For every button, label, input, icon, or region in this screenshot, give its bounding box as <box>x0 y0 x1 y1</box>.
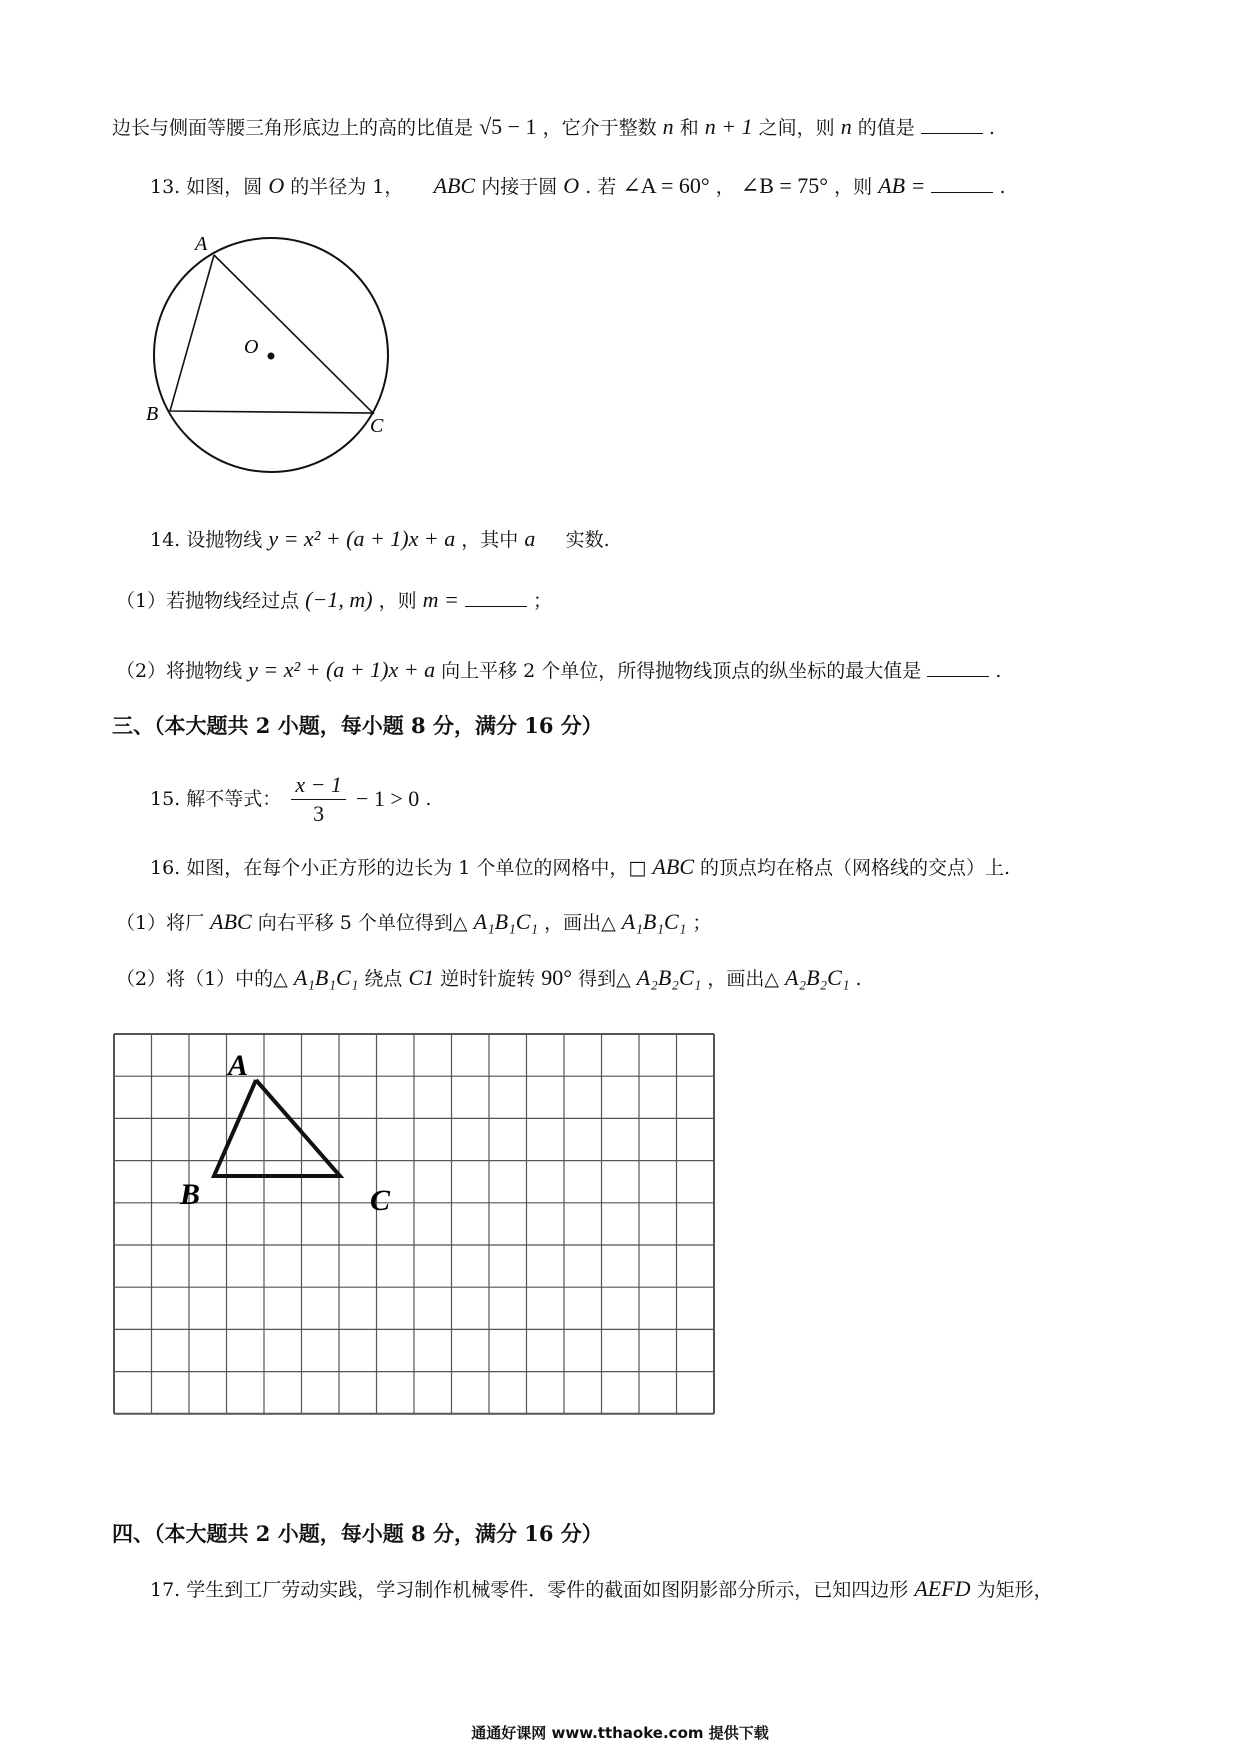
q12-sqrt-expr: √5 − 1 <box>479 114 537 139</box>
grid-lines <box>114 1034 714 1414</box>
q14-line: 14. 设抛物线 y = x² + (a + 1)x + a ，其中 a 实数. <box>150 526 610 551</box>
answer-blank <box>921 115 983 134</box>
q16-part1-line: （1）将厂 ABC 向右平移 5 个单位得到△ A₁B₁C₁ ，画出△ A₁B₁C₁ ； <box>116 909 712 934</box>
triangle-abc <box>214 1080 340 1176</box>
q13-circle-figure <box>140 225 400 475</box>
q13-line: 13. 如图，圆 O 的半径为 1， ABC 内接于圆 O . 若 ∠A = 60° ， ∠B = 75° ，则 AB = . <box>150 173 1006 198</box>
q16-grid-figure <box>110 1030 810 1480</box>
label-o: O <box>244 336 259 358</box>
q15-line: 15. 解不等式： $\frac{x - 1}{3}$ − 1 > 0 . <box>150 771 432 826</box>
answer-blank <box>927 658 989 677</box>
fraction: $\frac{x - 1}{3}$ <box>291 771 346 828</box>
triangle-abc <box>170 255 373 413</box>
q16-part2-line: （2）将（1）中的△ A₁B₁C₁ 绕点 C1 逆时针旋转 90° 得到△ A₂B₂C₁ ，画出△ A₂B₂C₁ . <box>116 965 862 990</box>
q12-tail-line: 边长与侧面等腰三角形底边上的高的比值是 √5 − 1 ，它介于整数 n 和 n + 1 之间，则 n 的值是 . <box>112 114 995 139</box>
section-3-heading: 三、（本大题共 2 小题，每小题 8 分，满分 16 分） <box>112 713 603 738</box>
grid-label-b: B <box>180 1178 201 1211</box>
q14-part1-line: （1）若抛物线经过点 (−1, m) ，则 m = ； <box>116 587 552 612</box>
answer-blank <box>465 588 527 607</box>
section-4-heading: 四、（本大题共 2 小题，每小题 8 分，满分 16 分） <box>112 1521 603 1546</box>
label-b: B <box>146 403 159 425</box>
grid-label-a: A <box>228 1049 249 1082</box>
label-a: A <box>195 233 208 255</box>
label-c: C <box>370 415 384 437</box>
grid-label-c: C <box>370 1184 391 1217</box>
page-footer: 通通好课网 www.tthaoke.com 提供下载 <box>471 1724 769 1742</box>
center-dot <box>268 353 275 360</box>
answer-blank <box>931 174 993 193</box>
q14-part2-line: （2）将抛物线 y = x² + (a + 1)x + a 向上平移 2 个单位，所得抛物线顶点的纵坐标的最大值是 . <box>116 657 1002 682</box>
q16-line: 16. 如图，在每个小正方形的边长为 1 个单位的网格中，□ ABC 的顶点均在格点（网格线的交点）上. <box>150 854 1011 879</box>
q17-line: 17. 学生到工厂劳动实践，学习制作机械零件．零件的截面如图阴影部分所示，已知四边形 AEFD 为矩形， <box>150 1576 1053 1601</box>
